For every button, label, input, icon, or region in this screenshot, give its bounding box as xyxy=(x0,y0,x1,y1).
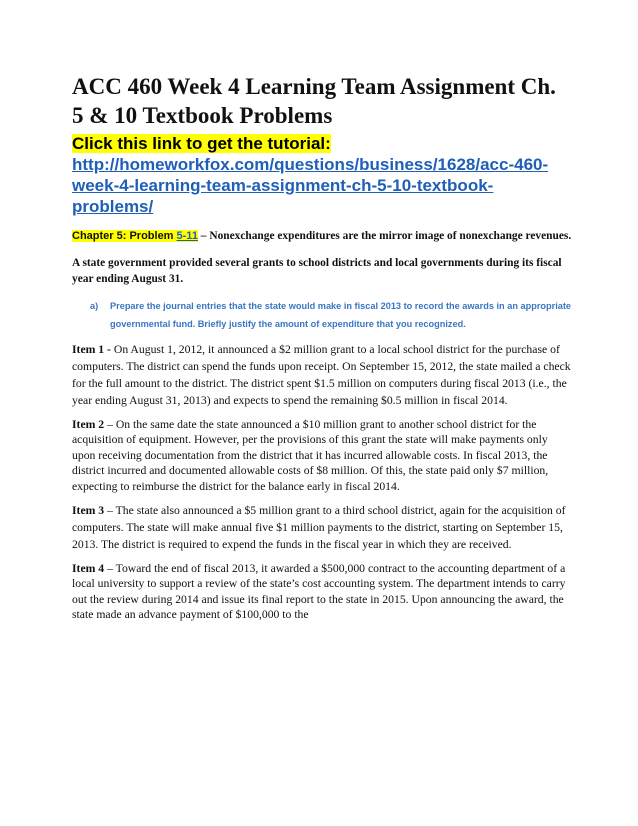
tutorial-prompt xyxy=(72,133,572,154)
document-page xyxy=(72,72,572,623)
item-text: – Toward the end of fiscal 2013, it awarded a $500,000 contract to the accounting department of a local university to support a review of the state’s cost accounting system. The department intends to carry out the review during 2014 and issue its final report to the state in 2015. Upon announcing the award, the state made an advance payment of $100,000 to the xyxy=(72,562,566,622)
chapter-description: – Nonexchange expenditures are the mirror image of nonexchange revenues. xyxy=(197,230,572,242)
item-text: On August 1, 2012, it announced a $2 million grant to a local school district for the purchase of computers. The district can spend the funds upon receipt. On September 15, 2012, the state mailed a check for the full amount to the district. The district spent $1.5 million on computers during fiscal 2013 (i.e., the year ending August 31, 2013) and expects to spend the remaining $0.5 million in fiscal 2014. xyxy=(72,343,571,407)
chapter-label xyxy=(72,230,198,242)
question-a xyxy=(72,297,572,333)
problem-number: 5-11 xyxy=(176,230,198,242)
item-3 xyxy=(72,502,572,553)
item-1 xyxy=(72,341,572,409)
item-4 xyxy=(72,561,572,623)
item-label: Item 1 - xyxy=(72,343,111,356)
chapter-heading xyxy=(72,228,572,244)
item-text: – The state also announced a $5 million grant to a third school district, again for the acquisition of computers. The state will make annual five $1 million payments to the district, starting on September 15, 2013. The district is required to expend the funds in the fiscal year in which they are received. xyxy=(72,504,566,552)
tutorial-link[interactable]: http://homeworkfox.com/questions/business/1628/acc-460-week-4-learning-team-assignment-ch-5-10-textbook-problems/ xyxy=(72,155,549,216)
item-label: Item 4 xyxy=(72,562,105,576)
item-text: – On the same date the state announced a $10 million grant to another school district for the acquisition of equipment. However, per the provisions of this grant the state will make payments only upon receiving documentation from the district that it has incurred allowable costs. In fiscal 2013, the district incurred and documented allowable costs of $8 million. Of this, the state paid only $7 million, expecting to reimburse the district for the balance early in fiscal 2014. xyxy=(72,418,549,493)
item-label: Item 2 xyxy=(72,418,105,431)
problem-intro: A state government provided several grants to school districts and local governments during its fiscal year ending August 31. xyxy=(72,257,562,285)
item-2 xyxy=(72,417,572,494)
question-text: Prepare the journal entries that the state would make in fiscal 2013 to record the awards in an appropriate governmental fund. Briefly justify the amount of expenditure that you recognized. xyxy=(110,301,572,329)
item-label: Item 3 xyxy=(72,504,105,518)
document-title: ACC 460 Week 4 Learning Team Assignment Ch. 5 & 10 Textbook Problems xyxy=(72,74,556,128)
chapter-label-text: Chapter 5: Problem xyxy=(72,230,177,242)
tutorial-prompt-text: Click this link to get the tutorial: xyxy=(72,134,331,153)
question-label: a) xyxy=(90,301,99,311)
